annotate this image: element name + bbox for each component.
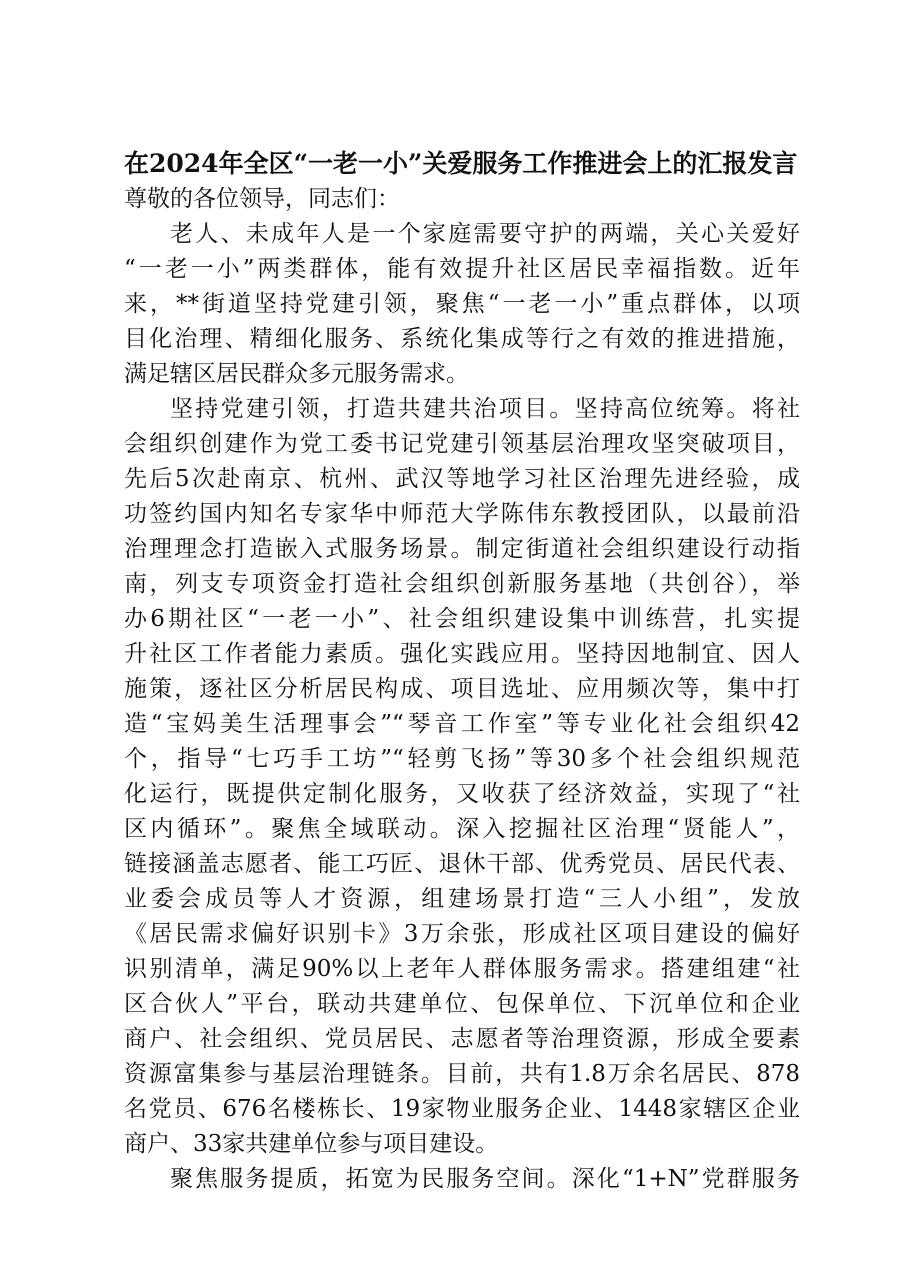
text-line: 聚焦服务提质，拓宽为民服务空间。深化“1+N”党群服务: [170, 1166, 800, 1192]
text-line: 业委会成员等人才资源，组建场景打造“三人小组”，发放: [124, 886, 800, 912]
text-line: 区内循环”。聚焦全域联动。深入挖掘社区治理“贤能人”，: [124, 816, 800, 842]
document-title: 在2024年全区“一老一小”关爱服务工作推进会上的汇报发言: [124, 149, 798, 178]
text-line: 治理理念打造嵌入式服务场景。制定街道社会组织建设行动指: [124, 536, 800, 562]
text-line: 坚持党建引领，打造共建共治项目。坚持高位统筹。将社: [170, 396, 800, 422]
document-body: [124, 146, 800, 1197]
text-line: 商户、33家共建单位参与项目建设。: [124, 1131, 499, 1157]
text-line: 化运行，既提供定制化服务，又收获了经济效益，实现了“社: [124, 781, 800, 807]
text-line: 目化治理、精细化服务、系统化集成等行之有效的推进措施，: [124, 326, 800, 352]
text-line: 老人、未成年人是一个家庭需要守护的两端，关心关爱好: [170, 221, 800, 247]
text-line: 先后5次赴南京、杭州、武汉等地学习社区治理先进经验，成: [124, 466, 800, 492]
text-line: 办6期社区“一老一小”、社会组织建设集中训练营，扎实提: [124, 606, 800, 632]
text-line: 南，列支专项资金打造社会组织创新服务基地（共创谷），举: [124, 571, 800, 597]
text-line: 链接涵盖志愿者、能工巧匠、退休干部、优秀党员、居民代表、: [124, 851, 800, 877]
paragraph-party-building: [124, 392, 800, 1162]
text-line: 造“宝妈美生活理事会”“琴音工作室”等专业化社会组织42: [124, 711, 800, 737]
text-line: 来，**街道坚持党建引领，聚焦“一老一小”重点群体，以项: [124, 291, 800, 317]
paragraph-service-quality: [124, 1162, 800, 1197]
text-line: 区合伙人”平台，联动共建单位、包保单位、下沉单位和企业: [124, 991, 800, 1017]
text-line: 功签约国内知名专家华中师范大学陈伟东教授团队，以最前沿: [124, 501, 800, 527]
text-line: 满足辖区居民群众多元服务需求。: [124, 361, 469, 387]
text-line: 识别清单，满足90%以上老年人群体服务需求。搭建组建“社: [124, 956, 800, 982]
text-line: 个，指导“七巧手工坊”“轻剪飞扬”等30多个社会组织规范: [124, 746, 800, 772]
text-line: 商户、社会组织、党员居民、志愿者等治理资源，形成全要素: [124, 1026, 800, 1052]
text-line: 名党员、676名楼栋长、19家物业服务企业、1448家辖区企业: [124, 1096, 800, 1122]
text-line: 资源富集参与基层治理链条。目前，共有1.8万余名居民、878: [124, 1061, 800, 1087]
text-line: 《居民需求偏好识别卡》3万余张，形成社区项目建设的偏好: [124, 921, 800, 947]
text-line: 升社区工作者能力素质。强化实践应用。坚持因地制宜、因人: [124, 641, 800, 667]
text-line: “一老一小”两类群体，能有效提升社区居民幸福指数。近年: [124, 256, 800, 282]
text-line: 施策，逐社区分析居民构成、项目选址、应用频次等，集中打: [124, 676, 800, 702]
salutation: 尊敬的各位领导，同志们：: [124, 186, 400, 212]
paragraph-intro: [124, 217, 800, 392]
text-line: 会组织创建作为党工委书记党建引领基层治理攻坚突破项目，: [124, 431, 800, 457]
